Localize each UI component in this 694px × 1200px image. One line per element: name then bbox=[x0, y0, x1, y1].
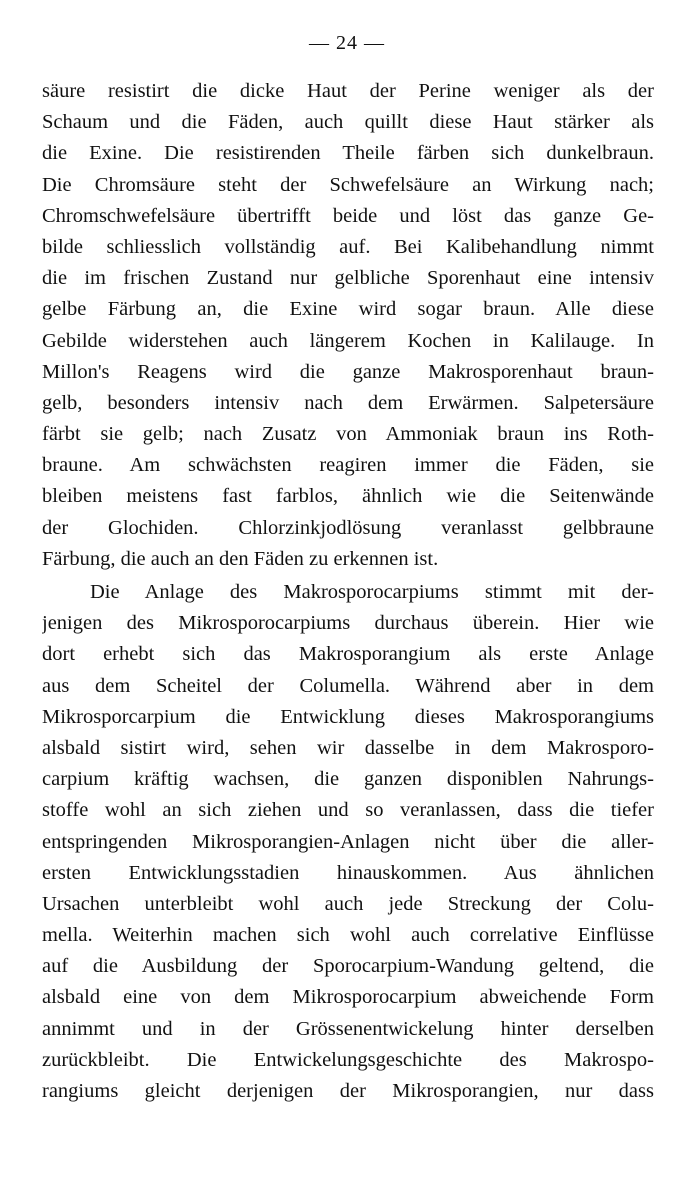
text-line: färbt sie gelb; nach Zusatz von Ammoniak braun ins Roth- bbox=[42, 423, 654, 446]
text-line: gelb, besonders intensiv nach dem Erwärmen. Salpetersäure bbox=[42, 391, 654, 414]
text-line: Chromschwefelsäure übertrifft beide und löst das ganze Ge- bbox=[42, 204, 654, 227]
text-line: aus dem Scheitel der Columella. Während aber in dem bbox=[42, 674, 654, 697]
text-line: säure resistirt die dicke Haut der Perine weniger als der bbox=[42, 80, 654, 102]
text-line: carpium kräftig wachsen, die ganzen disponiblen Nahrungs- bbox=[42, 768, 654, 791]
text-line: mella. Weiterhin machen sich wohl auch correlative Einflüsse bbox=[42, 924, 654, 947]
text-line: rangiums gleicht derjenigen der Mikrosporangien, nur dass bbox=[42, 1080, 654, 1102]
text-line: zurückbleibt. Die Entwickelungsgeschichte des Makrospo- bbox=[42, 1048, 654, 1071]
text-line: auf die Ausbildung der Sporocarpium-Wandung geltend, die bbox=[42, 955, 654, 978]
text-line: Gebilde widerstehen auch längerem Kochen in Kalilauge. In bbox=[42, 329, 654, 352]
text-line: bilde schliesslich vollständig auf. Bei Kalibehandlung nimmt bbox=[42, 235, 654, 258]
paragraph-end-line: Färbung, die auch an den Fäden zu erkennen ist. bbox=[42, 547, 439, 570]
text-line: Die Chromsäure steht der Schwefelsäure an Wirkung nach; bbox=[42, 173, 654, 196]
text-line: Mikrosporcarpium die Entwicklung dieses Makrosporangiums bbox=[42, 705, 654, 728]
text-line: bleiben meistens fast farblos, ähnlich wie die Seitenwände bbox=[42, 485, 654, 508]
text-line: braune. Am schwächsten reagiren immer die Fäden, sie bbox=[42, 454, 654, 477]
text-line: Schaum und die Fäden, auch quillt diese Haut stärker als bbox=[42, 111, 654, 134]
body-text bbox=[42, 76, 654, 1107]
text-line: alsbald eine von dem Mikrosporocarpium abweichende Form bbox=[42, 986, 654, 1009]
text-line: die Exine. Die resistirenden Theile färben sich dunkelbraun. bbox=[42, 142, 654, 165]
page-number: — 24 — bbox=[309, 32, 385, 54]
text-line: ersten Entwicklungsstadien hinauskommen. Aus ähnlichen bbox=[42, 861, 654, 884]
text-line: der Glochiden. Chlorzinkjodlösung veranlasst gelbbraune bbox=[42, 516, 654, 539]
text-line: alsbald sistirt wird, sehen wir dasselbe in dem Makrosporo- bbox=[42, 736, 654, 759]
text-line: die im frischen Zustand nur gelbliche Sporenhaut eine intensiv bbox=[42, 267, 654, 290]
paragraph-start-line: Die Anlage des Makrosporocarpiums stimmt mit der- bbox=[90, 581, 654, 603]
text-line: dort erhebt sich das Makrosporangium als erste Anlage bbox=[42, 643, 654, 666]
text-line: annimmt und in der Grössenentwickelung hinter derselben bbox=[42, 1017, 654, 1040]
text-line: Ursachen unterbleibt wohl auch jede Streckung der Colu- bbox=[42, 892, 654, 915]
text-line: stoffe wohl an sich ziehen und so veranlassen, dass die tiefer bbox=[42, 799, 654, 822]
text-line: gelbe Färbung an, die Exine wird sogar braun. Alle diese bbox=[42, 298, 654, 321]
text-line: entspringenden Mikrosporangien-Anlagen nicht über die aller- bbox=[42, 830, 654, 853]
text-line: jenigen des Mikrosporocarpiums durchaus überein. Hier wie bbox=[42, 612, 654, 635]
text-line: Millon's Reagens wird die ganze Makrosporenhaut braun- bbox=[42, 360, 654, 383]
